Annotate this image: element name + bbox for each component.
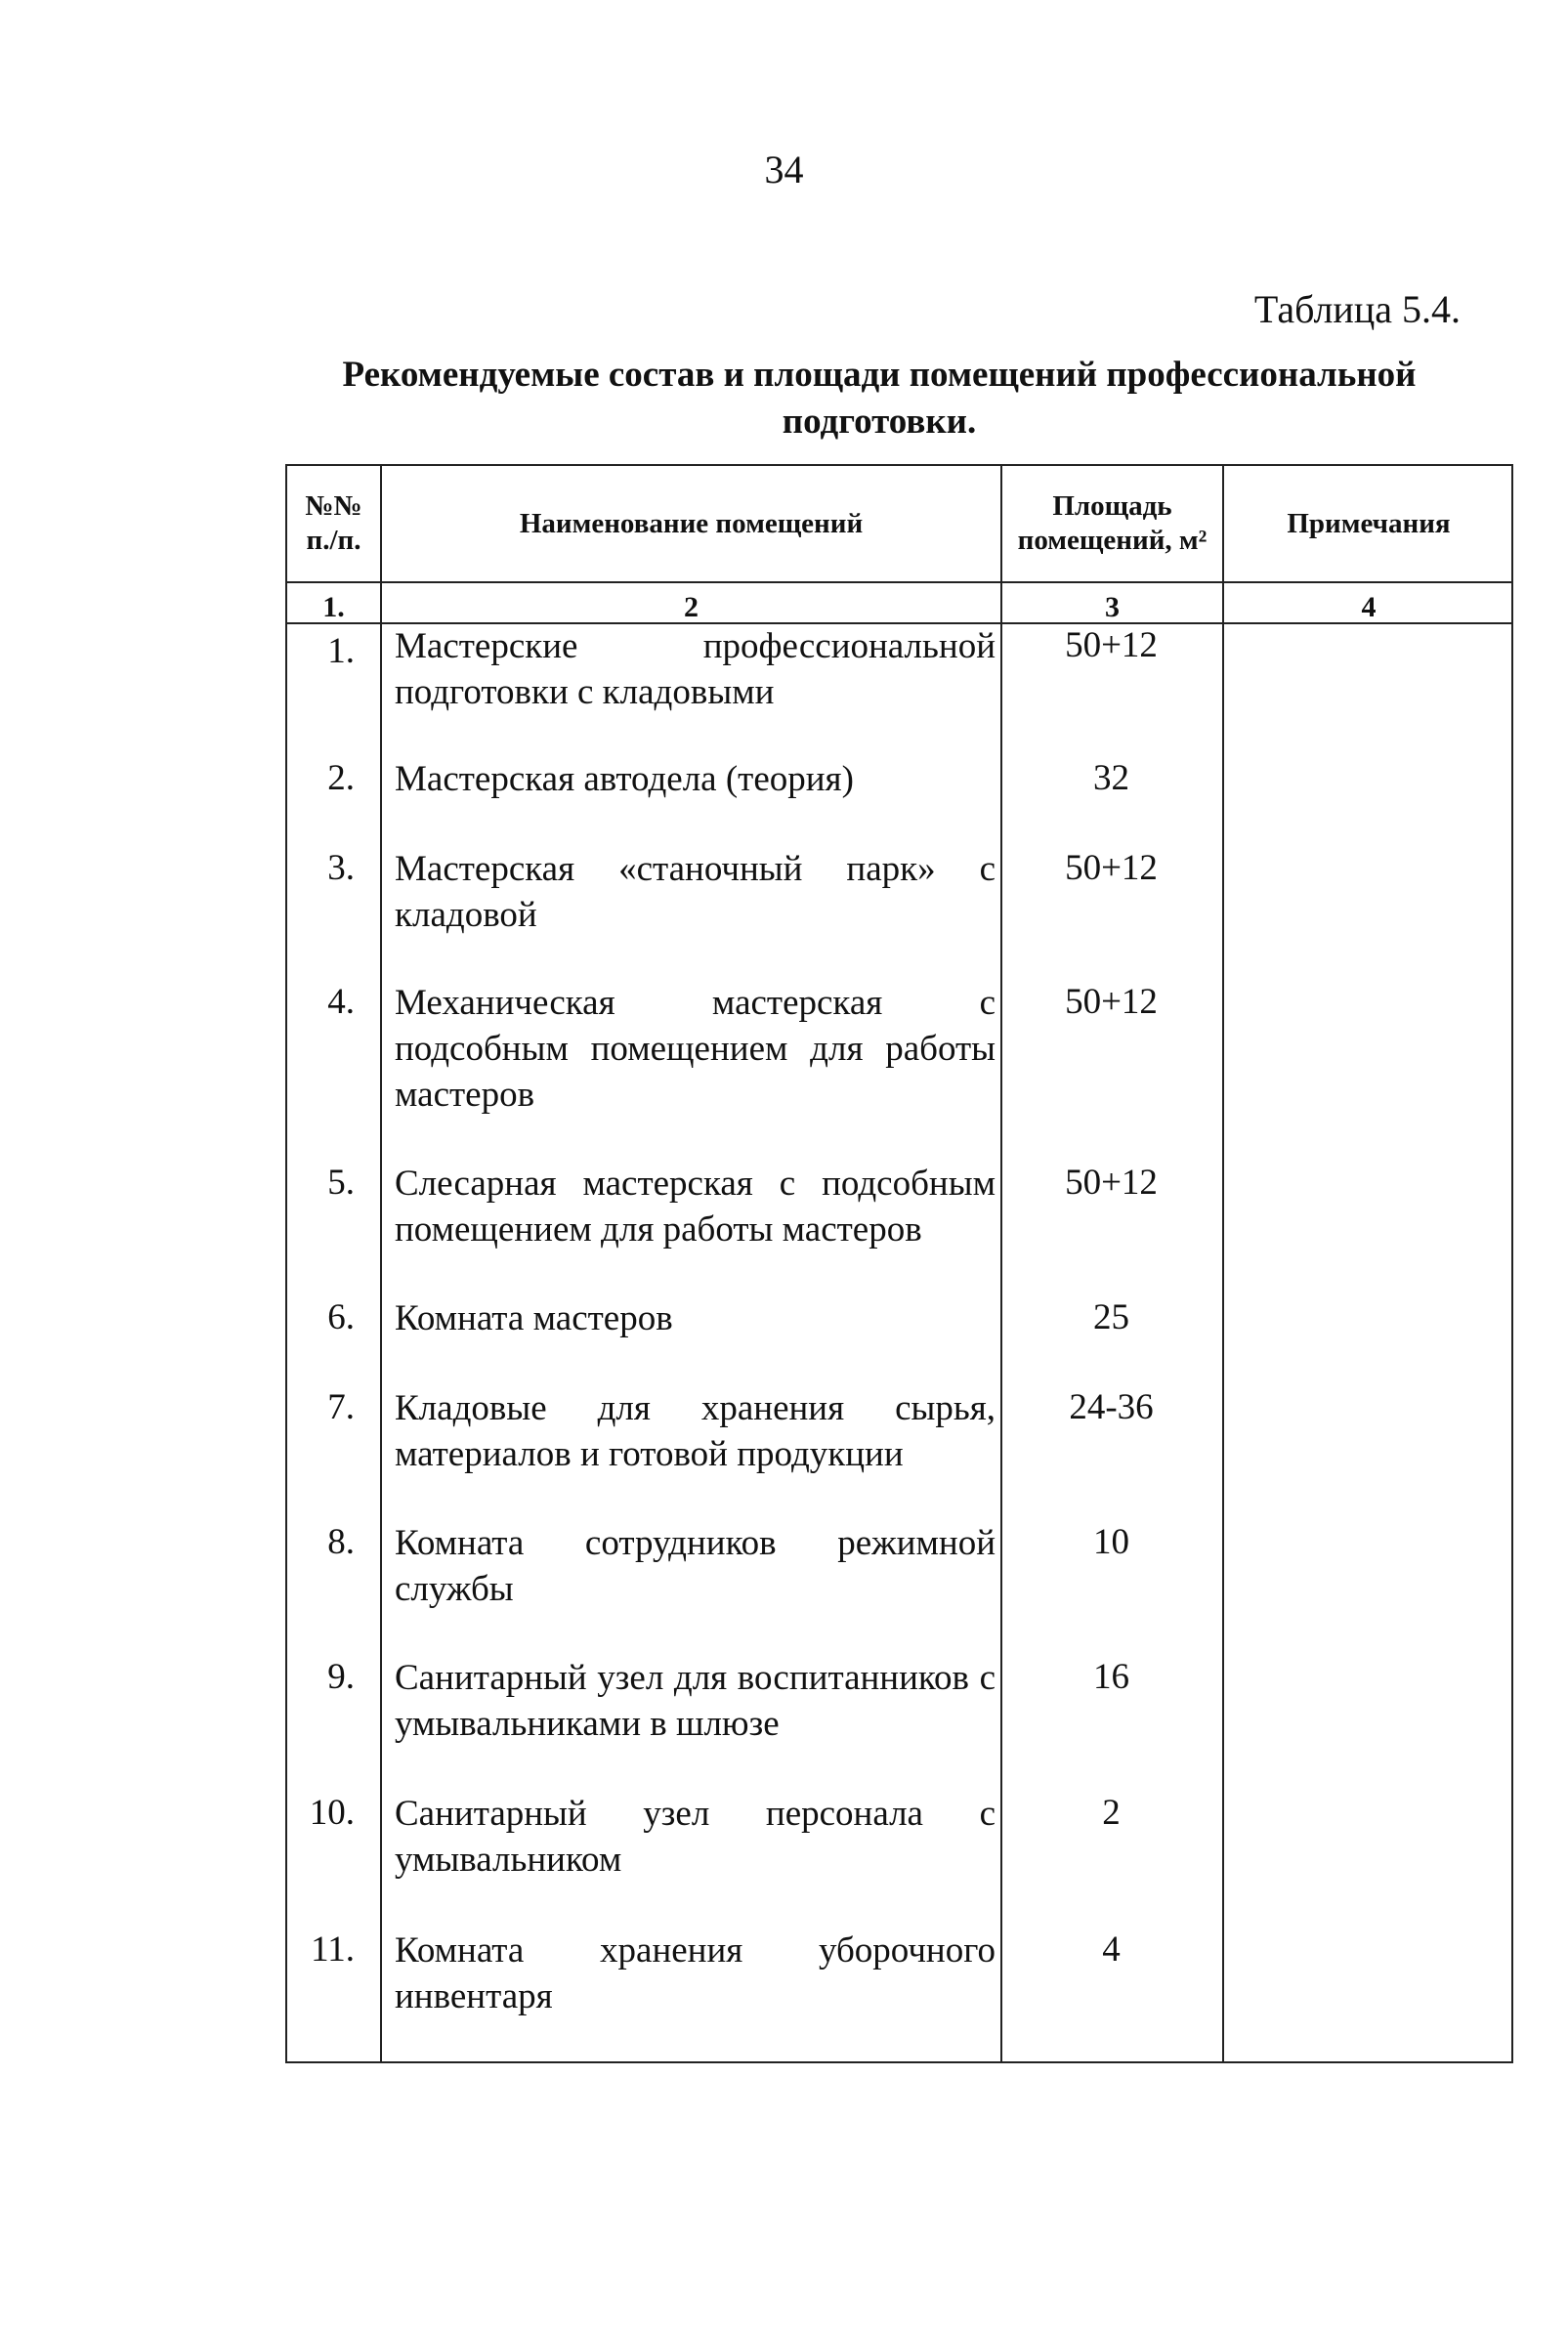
header-col-name: Наименование помещений: [519, 507, 864, 539]
table-caption: Рекомендуемые состав и площади помещений профессиональной подготовки.: [342, 355, 1417, 443]
row-number: 7.: [327, 1387, 355, 1427]
room-name: Слесарная мастерская с подсобным помещением для работы мастеров: [395, 1164, 996, 1250]
room-name: Комната мастеров: [395, 1298, 673, 1338]
room-area: 50+12: [1065, 982, 1158, 1022]
row-number: 11.: [311, 1929, 355, 1970]
room-name: Кладовые для хранения сырья, материалов и готовой продукции: [395, 1388, 996, 1474]
col-number-3: 3: [1105, 591, 1120, 623]
rooms-table: [285, 464, 1513, 2063]
room-area: 10: [1093, 1522, 1129, 1562]
room-area: 50+12: [1065, 848, 1158, 888]
header-col-area: Площадь помещений, м²: [1017, 490, 1208, 556]
col-number-4: 4: [1361, 591, 1377, 623]
room-area: 32: [1093, 758, 1129, 798]
room-area: 4: [1102, 1929, 1121, 1970]
row-number: 6.: [327, 1297, 355, 1337]
col-number-2: 2: [684, 591, 699, 623]
room-name: Механическая мастерская с подсобным помещением для работы мастеров: [395, 983, 996, 1115]
row-number: 8.: [327, 1522, 355, 1562]
row-number: 3.: [327, 848, 355, 888]
room-area: 24-36: [1069, 1387, 1154, 1427]
row-number: 2.: [327, 758, 355, 798]
row-number: 9.: [327, 1657, 355, 1697]
room-area: 16: [1093, 1657, 1129, 1697]
room-area: 2: [1102, 1793, 1121, 1833]
row-number: 1.: [327, 631, 355, 671]
row-number: 10.: [309, 1793, 355, 1833]
col-number-1: 1.: [322, 591, 345, 623]
room-name: Комната сотрудников режимной службы: [395, 1523, 996, 1609]
column-divider: [380, 466, 382, 2061]
row-number: 4.: [327, 982, 355, 1022]
room-name: Мастерская «станочный парк» с кладовой: [395, 849, 996, 935]
room-name: Мастерская автодела (теория): [395, 759, 854, 799]
header-divider: [287, 581, 1511, 583]
table-label: Таблица 5.4.: [1253, 287, 1461, 331]
page-number: 34: [764, 148, 804, 191]
room-area: 50+12: [1065, 1163, 1158, 1203]
room-name: Санитарный узел для воспитанников с умывальниками в шлюзе: [395, 1658, 996, 1744]
room-area: 25: [1093, 1297, 1129, 1337]
row-number: 5.: [327, 1163, 355, 1203]
header-col-number: №№ п./п.: [305, 490, 362, 556]
header-col-notes: Примечания: [1287, 507, 1451, 539]
column-divider: [1222, 466, 1224, 2061]
room-name: Комната хранения уборочного инвентаря: [395, 1930, 996, 2016]
room-area: 50+12: [1065, 625, 1158, 665]
room-name: Мастерские профессиональной подготовки с кладовыми: [395, 626, 996, 712]
room-name: Санитарный узел персонала с умывальником: [395, 1794, 996, 1880]
